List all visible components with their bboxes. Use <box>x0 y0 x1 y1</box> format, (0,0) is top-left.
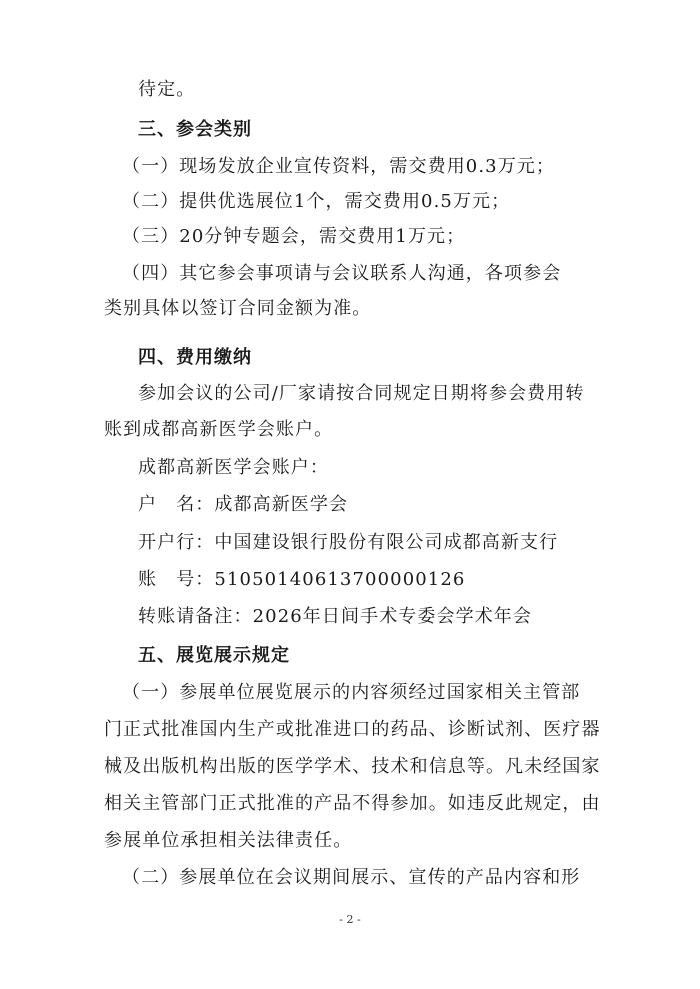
list-item-fee-1: （一）现场发放企业宣传资料，需交费用0.3万元； <box>122 156 556 177</box>
account-name-label: 户 名： <box>138 494 215 515</box>
list-item-fee-3: （三）20分钟专题会，需交费用1万元； <box>122 226 466 247</box>
account-number-row <box>138 568 608 592</box>
bank-label: 开户行： <box>138 532 215 553</box>
paragraph-continuation: 相关主管部门正式批准的产品不得参加。如违反此规定，由 <box>104 793 601 814</box>
paragraph-continuation: 账到成都高新医学会账户。 <box>104 419 334 440</box>
paragraph-line: 待定。 <box>138 79 196 100</box>
paragraph-line: 参加会议的公司/厂家请按合同规定日期将参会费用转 <box>138 383 585 404</box>
section-heading-3: 三、参会类别 <box>138 119 252 140</box>
section-heading-5: 五、展览展示规定 <box>138 645 290 666</box>
account-name-row <box>138 493 608 517</box>
paragraph-continuation: 械及出版机构出版的医学学术、技术和信息等。凡未经国家 <box>104 756 601 777</box>
account-number-value: 51050140613700000126 <box>214 569 466 590</box>
section-heading-4: 四、费用缴纳 <box>138 347 252 368</box>
paragraph-line: （一）参展单位展览展示的内容须经过国家相关主管部 <box>122 682 581 703</box>
paragraph-continuation: 参展单位承担相关法律责任。 <box>104 830 353 851</box>
paragraph-continuation: 类别具体以签订合同金额为准。 <box>104 298 372 319</box>
page-number: - 2 - <box>339 913 361 926</box>
account-name-value: 成都高新医学会 <box>214 494 349 515</box>
bank-row <box>138 531 608 555</box>
bank-value: 中国建设银行股份有限公司成都高新支行 <box>214 532 559 553</box>
account-title: 成都高新医学会账户： <box>138 457 329 478</box>
paragraph-line: （二）参展单位在会议期间展示、宣传的产品内容和形 <box>122 867 581 888</box>
list-item-fee-2: （二）提供优选展位1个，需交费用0.5万元； <box>122 191 511 212</box>
list-item-fee-4: （四）其它参会事项请与会议联系人沟通，各项参会 <box>122 263 562 284</box>
account-number-label: 账 号： <box>138 569 215 590</box>
paragraph-continuation: 门正式批准国内生产或批准进口的药品、诊断试剂、医疗器 <box>104 719 601 740</box>
transfer-note: 转账请备注：2026年日间手术专委会学术年会 <box>138 606 533 627</box>
